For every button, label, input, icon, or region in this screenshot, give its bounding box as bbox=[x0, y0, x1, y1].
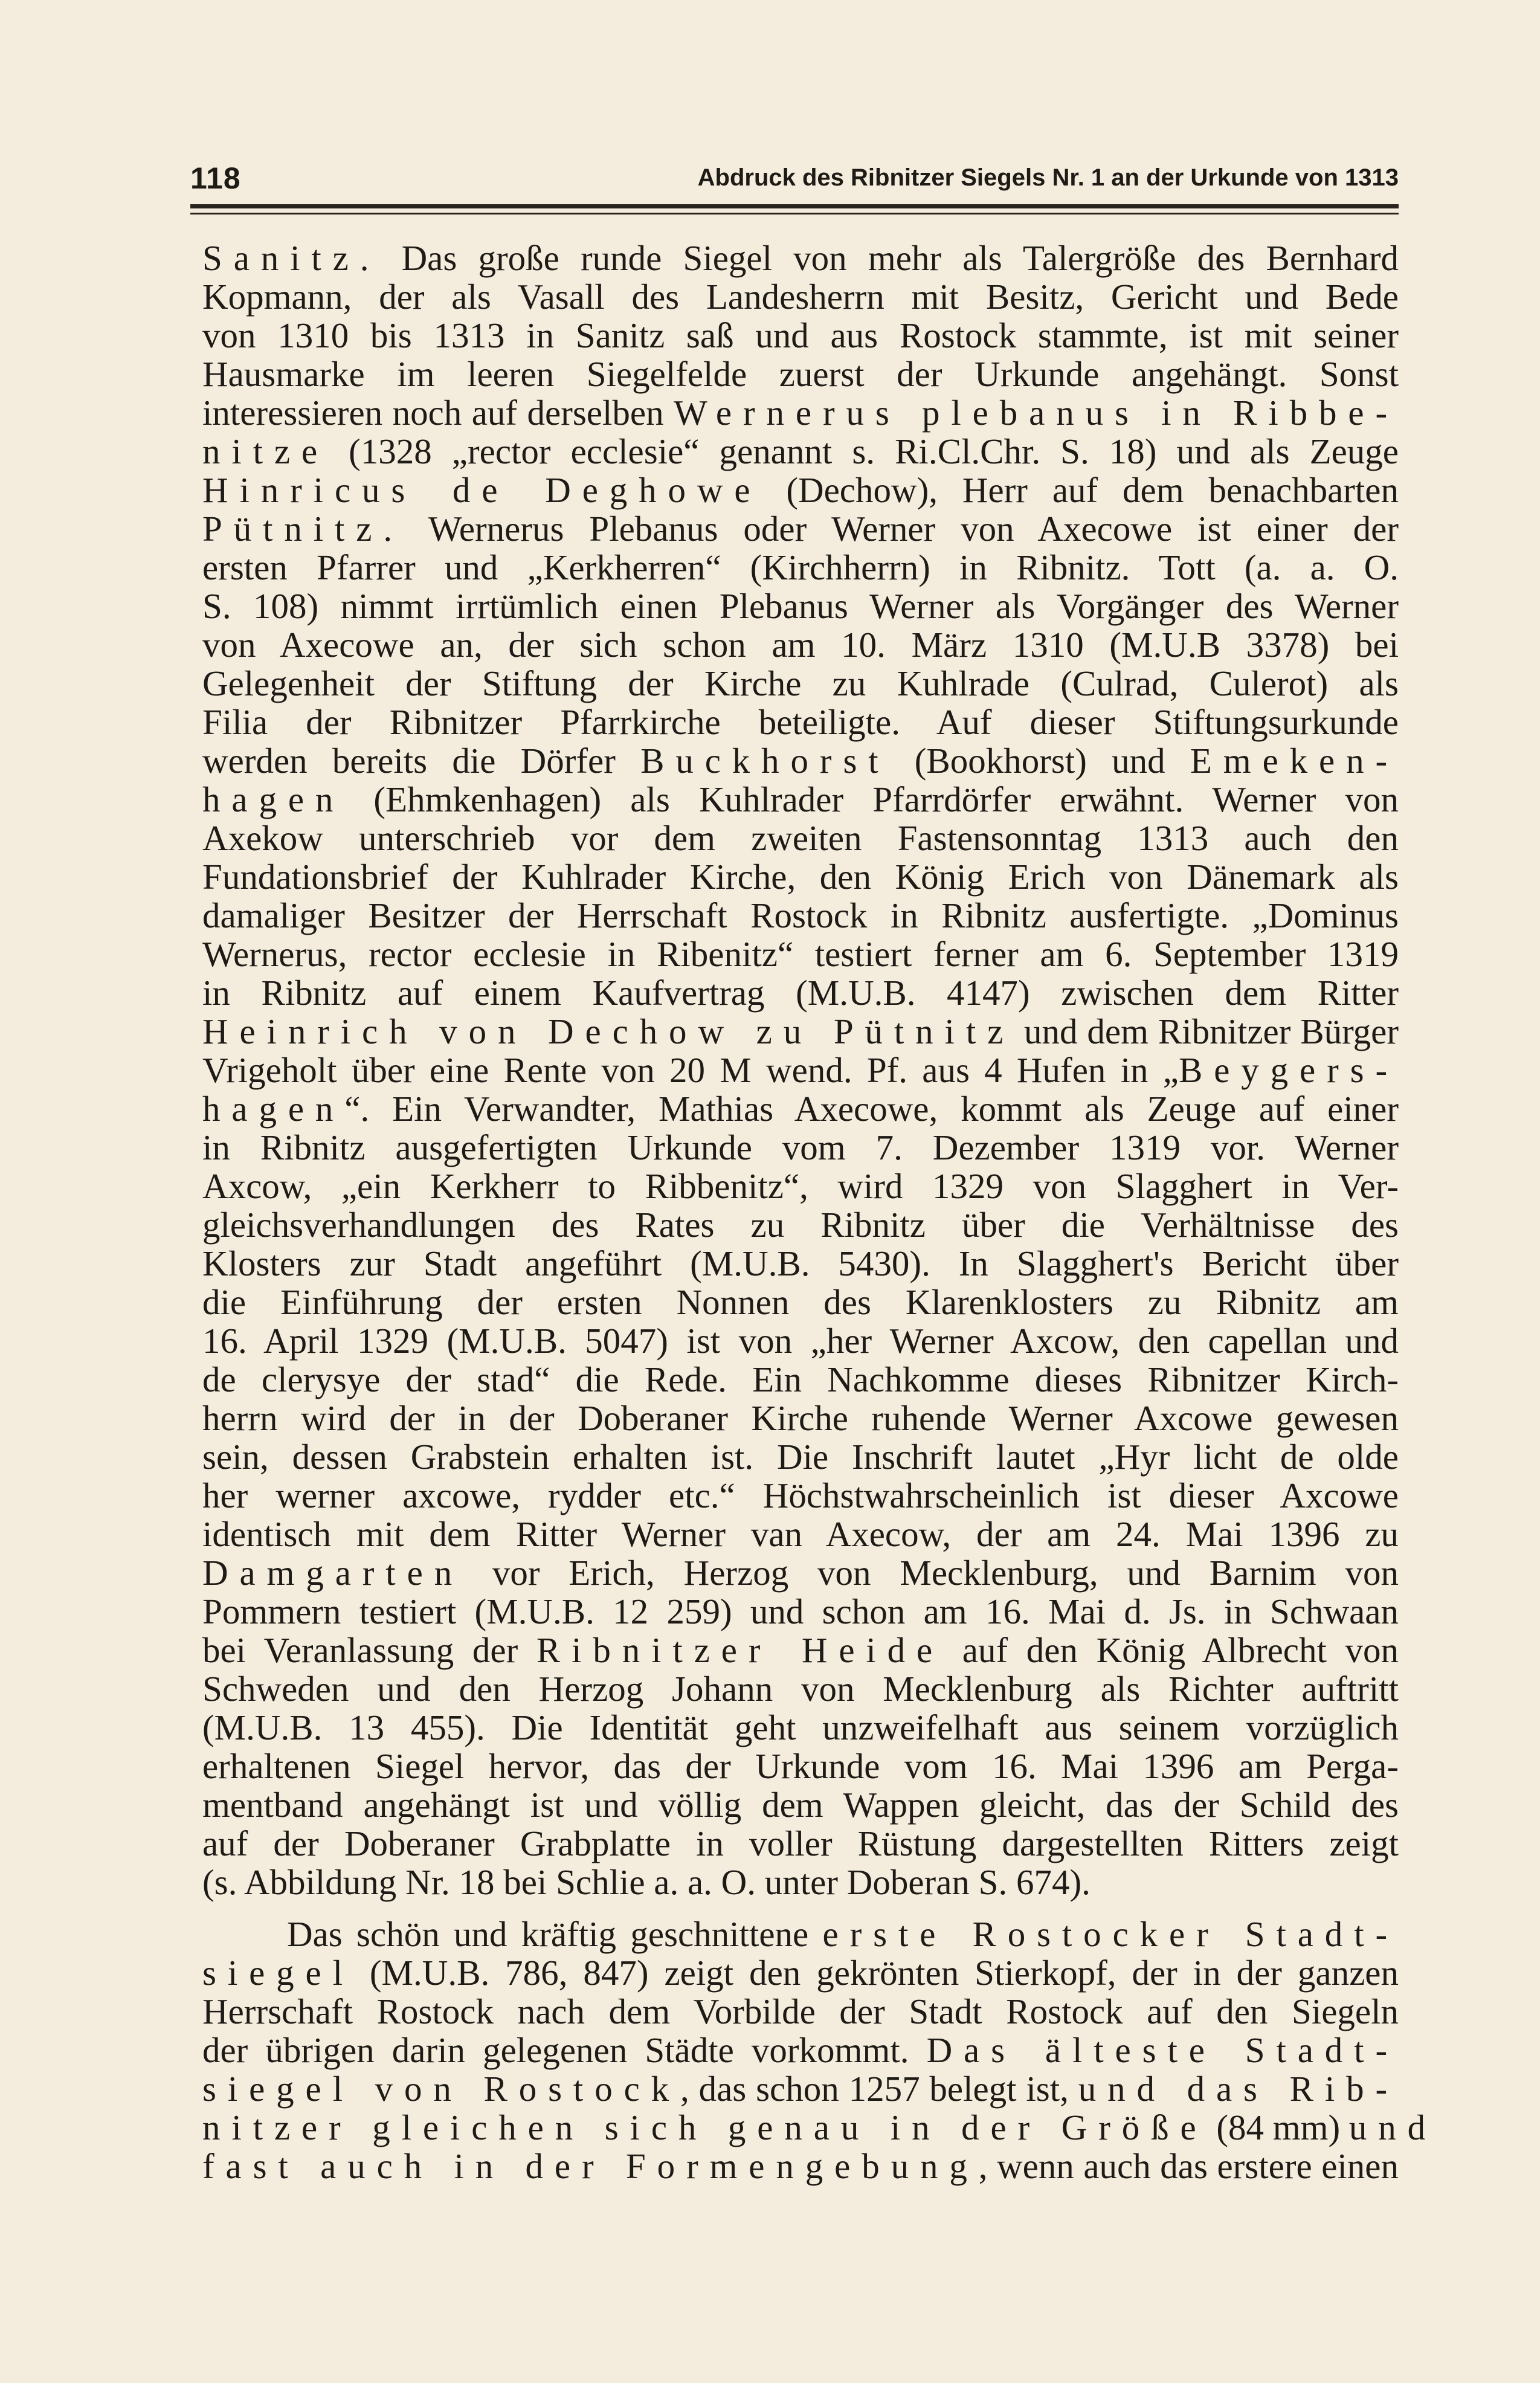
spaced-text: Das älteste Stadt- bbox=[926, 2030, 1399, 2070]
text-line bbox=[202, 741, 1399, 780]
text-run: (M.U.B. 13 455). Die Identität geht unzweifelhaft aus seinem vorzüglich bbox=[202, 1707, 1399, 1747]
text-run: in Ribnitz auf einem Kaufvertrag (M.U.B. 4147) zwischen dem Ritter bbox=[202, 973, 1399, 1013]
text-run: identisch mit dem Ritter Werner van Axecow, der am 24. Mai 1396 zu bbox=[202, 1514, 1399, 1554]
text-line bbox=[202, 857, 1399, 896]
text-run: (s. Abbildung Nr. 18 bei Schlie a. a. O. unter Doberan S. 674). bbox=[202, 1862, 1091, 1902]
text-line bbox=[202, 2107, 1437, 2147]
text-line bbox=[202, 1476, 1399, 1515]
text-line bbox=[202, 664, 1399, 703]
spaced-text: Damgarten bbox=[202, 1553, 464, 1593]
spaced-text: Sanitz. bbox=[202, 238, 381, 278]
text-line bbox=[202, 2147, 1399, 2185]
text-run: der übrigen darin gelegenen Städte vorkommt. bbox=[202, 2030, 927, 2070]
text-run: her werner axcowe, rydder etc.“ Höchstwahrscheinlich ist dieser Axcowe bbox=[202, 1475, 1399, 1515]
spaced-text: hagen bbox=[202, 1089, 345, 1129]
text-run: interessieren noch auf derselben bbox=[202, 393, 674, 433]
text-line bbox=[202, 509, 1399, 548]
text-line bbox=[202, 780, 1399, 819]
header-rule-thick bbox=[190, 204, 1399, 208]
text-line bbox=[202, 316, 1399, 355]
text-line bbox=[202, 896, 1399, 935]
spaced-text: nitze bbox=[202, 431, 329, 471]
text-line bbox=[202, 1205, 1399, 1244]
spaced-text: nitzer gleichen sich genau in der Größe bbox=[202, 2107, 1208, 2147]
running-title: Abdruck des Ribnitzer Siegels Nr. 1 an der Urkunde von 1313 bbox=[697, 164, 1399, 191]
text-run: und dem Ribnitzer Bürger bbox=[1014, 1011, 1399, 1051]
text-run: erhaltenen Siegel hervor, das der Urkunde vom 16. Mai 1396 am Perga- bbox=[202, 1746, 1399, 1786]
text-run: gleichsverhandlungen des Rates zu Ribnitz über die Verhältnisse des bbox=[202, 1205, 1399, 1245]
text-line bbox=[202, 1708, 1399, 1747]
spaced-text: Wernerus plebanus in Ribbe- bbox=[674, 393, 1399, 433]
text-run: in Ribnitz ausgefertigten Urkunde vom 7. Dezember 1319 vor. Werner bbox=[202, 1127, 1399, 1167]
body-text bbox=[202, 238, 1437, 2186]
text-line bbox=[202, 1915, 1399, 1953]
spaced-text: und das Rib- bbox=[1078, 2069, 1399, 2109]
text-line bbox=[202, 1992, 1399, 2031]
text-run: auf der Doberaner Grabplatte in voller Rüstung dargestellten Ritters zeigt bbox=[202, 1824, 1399, 1863]
text-line bbox=[202, 1953, 1399, 1992]
text-line bbox=[202, 625, 1399, 664]
header-rule-thin bbox=[190, 213, 1399, 214]
spaced-text: Pütnitz. bbox=[202, 509, 404, 549]
text-line bbox=[202, 355, 1399, 393]
text-run: vor Erich, Herzog von Mecklenburg, und Barnim von bbox=[463, 1553, 1399, 1593]
text-run: Filia der Ribnitzer Pfarrkirche beteiligte. Auf dieser Stiftungsurkunde bbox=[202, 702, 1399, 742]
spaced-text: Buckhorst bbox=[640, 741, 890, 781]
text-run: ersten Pfarrer und „Kerkherren“ (Kirchherrn) in Ribnitz. Tott (a. a. O. bbox=[202, 547, 1399, 587]
text-line bbox=[202, 1592, 1399, 1631]
text-line bbox=[202, 1051, 1399, 1089]
text-run: Herrschaft Rostock nach dem Vorbilde der Stadt Rostock auf den Siegeln bbox=[202, 1991, 1399, 2031]
text-run: (1328 „rector ecclesie“ genannt s. Ri.Cl.Chr. S. 18) und als Zeuge bbox=[329, 431, 1399, 471]
paragraph bbox=[202, 239, 1399, 1901]
text-run: (84 mm) bbox=[1207, 2107, 1349, 2147]
text-run: Wernerus, rector ecclesie in Ribenitz“ testiert ferner am 6. September 1319 bbox=[202, 934, 1399, 974]
text-run: Kopmann, der als Vasall des Landesherrn mit Besitz, Gericht und Bede bbox=[202, 277, 1399, 317]
text-line bbox=[202, 703, 1399, 741]
spaced-text: siegel von Rostock bbox=[202, 2069, 681, 2109]
text-line bbox=[202, 1283, 1399, 1321]
text-line bbox=[202, 432, 1399, 471]
spaced-text: Beygers- bbox=[1178, 1050, 1399, 1090]
spaced-text: Hinricus de Deghowe bbox=[202, 470, 762, 510]
text-line bbox=[202, 1553, 1399, 1592]
spaced-text: erste Rostocker Stadt- bbox=[822, 1914, 1399, 1954]
text-run: herrn wird der in der Doberaner Kirche ruhende Werner Axcowe gewesen bbox=[202, 1398, 1399, 1438]
text-run: , wenn auch das erstere einen bbox=[978, 2146, 1399, 2186]
text-run: Das schön und kräftig geschnittene bbox=[287, 1914, 823, 1954]
text-line bbox=[202, 277, 1399, 316]
text-run: von Axecowe an, der sich schon am 10. März 1310 (M.U.B 3378) bei bbox=[202, 625, 1399, 665]
text-run: Vrigeholt über eine Rente von 20 M wend. Pf. aus 4 Hufen in „ bbox=[202, 1050, 1179, 1090]
text-run: Axekow unterschrieb vor dem zweiten Fastensonntag 1313 auch den bbox=[202, 818, 1399, 858]
text-line bbox=[202, 1631, 1399, 1669]
text-line bbox=[202, 548, 1399, 587]
text-line bbox=[202, 1399, 1399, 1437]
text-line bbox=[202, 1244, 1399, 1283]
text-run: (Dechow), Herr auf dem benachbarten bbox=[761, 470, 1399, 510]
spaced-text: hagen bbox=[202, 779, 345, 819]
text-line bbox=[202, 1785, 1399, 1824]
text-run: Klosters zur Stadt angeführt (M.U.B. 5430). In Slagghert's Bericht über bbox=[202, 1243, 1399, 1283]
page-header bbox=[190, 156, 1399, 201]
text-line bbox=[202, 1863, 1399, 1901]
text-run: bei Veranlassung der bbox=[202, 1630, 536, 1670]
spaced-text: siegel bbox=[202, 1953, 354, 1993]
text-run: Schweden und den Herzog Johann von Mecklenburg als Richter auftritt bbox=[202, 1669, 1399, 1709]
text-line bbox=[202, 1824, 1399, 1863]
text-line bbox=[202, 1515, 1399, 1553]
text-run: “. Ein Verwandter, Mathias Axecowe, kommt als Zeuge auf einer bbox=[344, 1089, 1399, 1129]
text-run: de clerysye der stad“ die Rede. Ein Nachkomme dieses Ribnitzer Kirch- bbox=[202, 1359, 1399, 1399]
text-run: (Bookhorst) und bbox=[889, 741, 1190, 781]
text-line bbox=[202, 1360, 1399, 1399]
text-run: Das große runde Siegel von mehr als Talergröße des Bernhard bbox=[380, 238, 1399, 278]
text-line bbox=[202, 1747, 1399, 1785]
text-run: (M.U.B. 786, 847) zeigt den gekrönten Stierkopf, der in der ganzen bbox=[353, 1953, 1399, 1993]
text-line bbox=[202, 393, 1399, 432]
text-line bbox=[202, 1012, 1399, 1051]
text-line bbox=[202, 1669, 1399, 1708]
text-line bbox=[202, 1089, 1399, 1128]
text-run: mentband angehängt ist und völlig dem Wappen gleicht, das der Schild des bbox=[202, 1785, 1399, 1825]
text-run: Hausmarke im leeren Siegelfelde zuerst der Urkunde angehängt. Sonst bbox=[202, 354, 1399, 394]
text-line bbox=[202, 819, 1399, 857]
text-run: (Ehmkenhagen) als Kuhlrader Pfarrdörfer erwähnt. Werner von bbox=[344, 779, 1399, 819]
spaced-text: Heinrich von Dechow zu Pütnitz bbox=[202, 1011, 1015, 1051]
text-run: auf den König Albrecht von bbox=[944, 1630, 1399, 1670]
text-run: damaliger Besitzer der Herrschaft Rostock in Ribnitz ausfertigte. „Dominus bbox=[202, 895, 1399, 935]
text-run: werden bereits die Dörfer bbox=[202, 741, 641, 781]
page-number: 118 bbox=[190, 161, 241, 195]
paragraph-gap bbox=[202, 1901, 1399, 1915]
spaced-text: und bbox=[1348, 2107, 1437, 2147]
text-line bbox=[202, 239, 1399, 277]
text-line bbox=[202, 1167, 1399, 1205]
text-run: Pommern testiert (M.U.B. 12 259) und schon am 16. Mai d. Js. in Schwaan bbox=[202, 1591, 1399, 1631]
text-run: Axcow, „ein Kerkherr to Ribbenitz“, wird 1329 von Slagghert in Ver- bbox=[202, 1166, 1399, 1206]
text-run: Wernerus Plebanus oder Werner von Axecowe ist einer der bbox=[403, 509, 1399, 549]
text-run: die Einführung der ersten Nonnen des Klarenklosters zu Ribnitz am bbox=[202, 1282, 1399, 1322]
text-line bbox=[202, 935, 1399, 973]
spaced-text: Emeken- bbox=[1190, 741, 1399, 781]
text-line bbox=[202, 587, 1399, 625]
text-run: von 1310 bis 1313 in Sanitz saß und aus Rostock stammte, ist mit seiner bbox=[202, 315, 1399, 355]
spaced-text: Ribnitzer Heide bbox=[536, 1630, 944, 1670]
text-run: Fundationsbrief der Kuhlrader Kirche, den König Erich von Dänemark als bbox=[202, 857, 1399, 897]
text-run: , das schon 1257 belegt ist, bbox=[680, 2069, 1078, 2109]
spaced-text: fast auch in der Formengebung bbox=[202, 2146, 979, 2186]
text-line bbox=[202, 973, 1399, 1012]
text-line bbox=[202, 2031, 1399, 2069]
paragraph bbox=[202, 1914, 1437, 2186]
text-run: Gelegenheit der Stiftung der Kirche zu Kuhlrade (Culrad, Culerot) als bbox=[202, 663, 1399, 703]
text-run: S. 108) nimmt irrtümlich einen Plebanus Werner als Vorgänger des Werner bbox=[202, 586, 1399, 626]
text-line bbox=[202, 1321, 1399, 1360]
text-run: sein, dessen Grabstein erhalten ist. Die Inschrift lautet „Hyr licht de olde bbox=[202, 1437, 1399, 1477]
text-run: 16. April 1329 (M.U.B. 5047) ist von „her Werner Axcow, den capellan und bbox=[202, 1321, 1399, 1361]
text-line bbox=[202, 471, 1399, 509]
text-line bbox=[202, 1128, 1399, 1167]
text-line bbox=[202, 1437, 1399, 1476]
text-line bbox=[202, 2069, 1399, 2108]
